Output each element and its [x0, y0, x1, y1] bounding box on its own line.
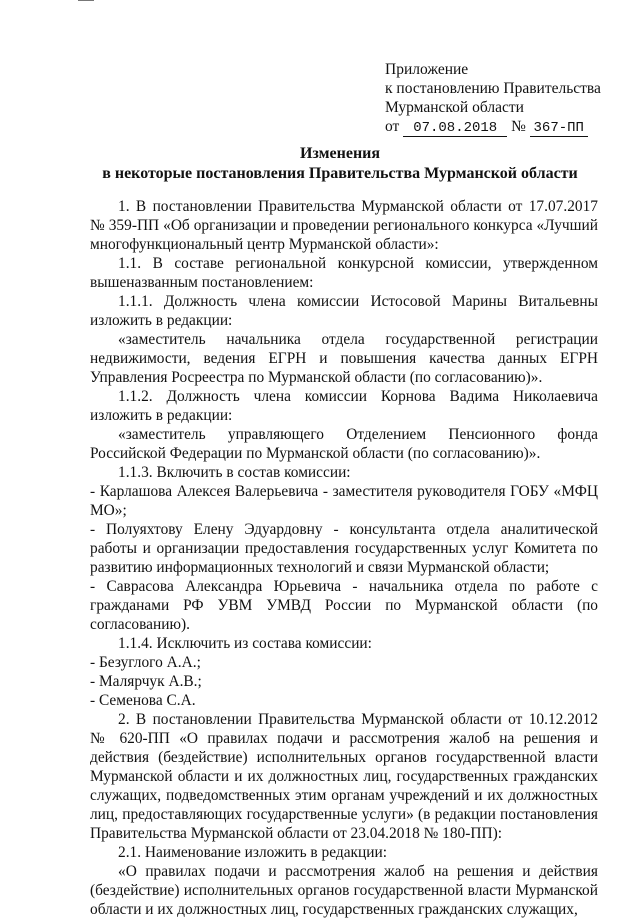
appendix-date-line [385, 117, 601, 137]
quote-1-1-1: «заместитель начальника отдела государственной регистрации недвижимости, ведения ЕГРН и повышения качества данных ЕГРН Управления Росреестра по Мурманской области (по согласованию)». [90, 331, 598, 386]
document-title: Изменения [299, 145, 381, 162]
appendix-line-1: Приложение [385, 61, 469, 78]
include-item-3: - Саврасова Александра Юрьевича - начальника отдела по работе с гражданами РФ УВМ УМВД России по Мурманской области (по согласованию). [90, 578, 598, 633]
appendix-line-2: к постановлению Правительства [385, 80, 601, 97]
number-prefix: № [511, 118, 526, 135]
appendix-number: 367-ПП [533, 120, 584, 136]
include-item-1: - Карлашова Алексея Валерьевича - заместителя руководителя ГОБУ «МФЦ МО»; [90, 483, 598, 519]
date-prefix: от [385, 118, 400, 135]
paragraph-1-1-2: 1.1.2. Должность члена комиссии Корнова Вадима Николаевича изложить в редакции: [90, 388, 598, 424]
paragraph-1: 1. В постановлении Правительства Мурманской области от 17.07.2017 № 359-ПП «Об организации и проведении регионального конкурса «Лучший многофункциональный центр Мурманской области»: [90, 198, 598, 253]
include-item-2: - Полуяхтову Елену Эдуардовну - консультанта отдела аналитической работы и организации предоставления государственных услуг Комитета по развитию информационных технологий и связи Мурманской области; [90, 521, 598, 576]
scan-mark [78, 0, 94, 1]
exclude-item-1: - Безуглого А.А.; [90, 654, 201, 671]
paragraph-1-1-3: 1.1.3. Включить в состав комиссии: [118, 464, 351, 481]
appendix-line-3: Мурманской области [385, 99, 524, 116]
paragraph-1-1-4: 1.1.4. Исключить из состава комиссии: [118, 635, 372, 652]
quote-1-1-2: «заместитель управляющего Отделением Пенсионного фонда Российской Федерации по Мурманской области (по согласованию)». [90, 426, 598, 462]
paragraph-2: 2. В постановлении Правительства Мурманской области от 10.12.2012 № 620-ПП «О правилах подачи и рассмотрения жалоб на решения и действия (бездействие) исполнительных органов государственной власти Мурманской области и их должностных лиц, государственных гражданских служащих, подведомственных этим органам учреждений и их должностных лиц, предоставляющих государственные услуги» (в редакции постановления Правительства Мурманской области от 23.04.2018 № 180-ПП): [90, 711, 598, 842]
paragraph-2-1: 2.1. Наименование изложить в редакции: [118, 844, 387, 861]
paragraph-1-1: 1.1. В составе региональной конкурсной комиссии, утвержденном вышеназванным постановлением: [90, 255, 598, 291]
document-body [90, 197, 598, 919]
document-subtitle: в некоторые постановления Правительства Мурманской области [102, 165, 578, 182]
quote-2-1: «О правилах подачи и рассмотрения жалоб на решения и действия (бездействие) исполнительных органов государственной власти Мурманской области и их должностных лиц, государственных гражданских служащих, [90, 863, 598, 918]
exclude-item-3: - Семенова С.А. [90, 692, 196, 709]
appendix-block [385, 60, 601, 137]
paragraph-1-1-1: 1.1.1. Должность члена комиссии Истосовой Марины Витальевны изложить в редакции: [90, 293, 598, 329]
exclude-item-2: - Малярчук А.В.; [90, 673, 202, 690]
appendix-date: 07.08.2018 [413, 120, 498, 136]
